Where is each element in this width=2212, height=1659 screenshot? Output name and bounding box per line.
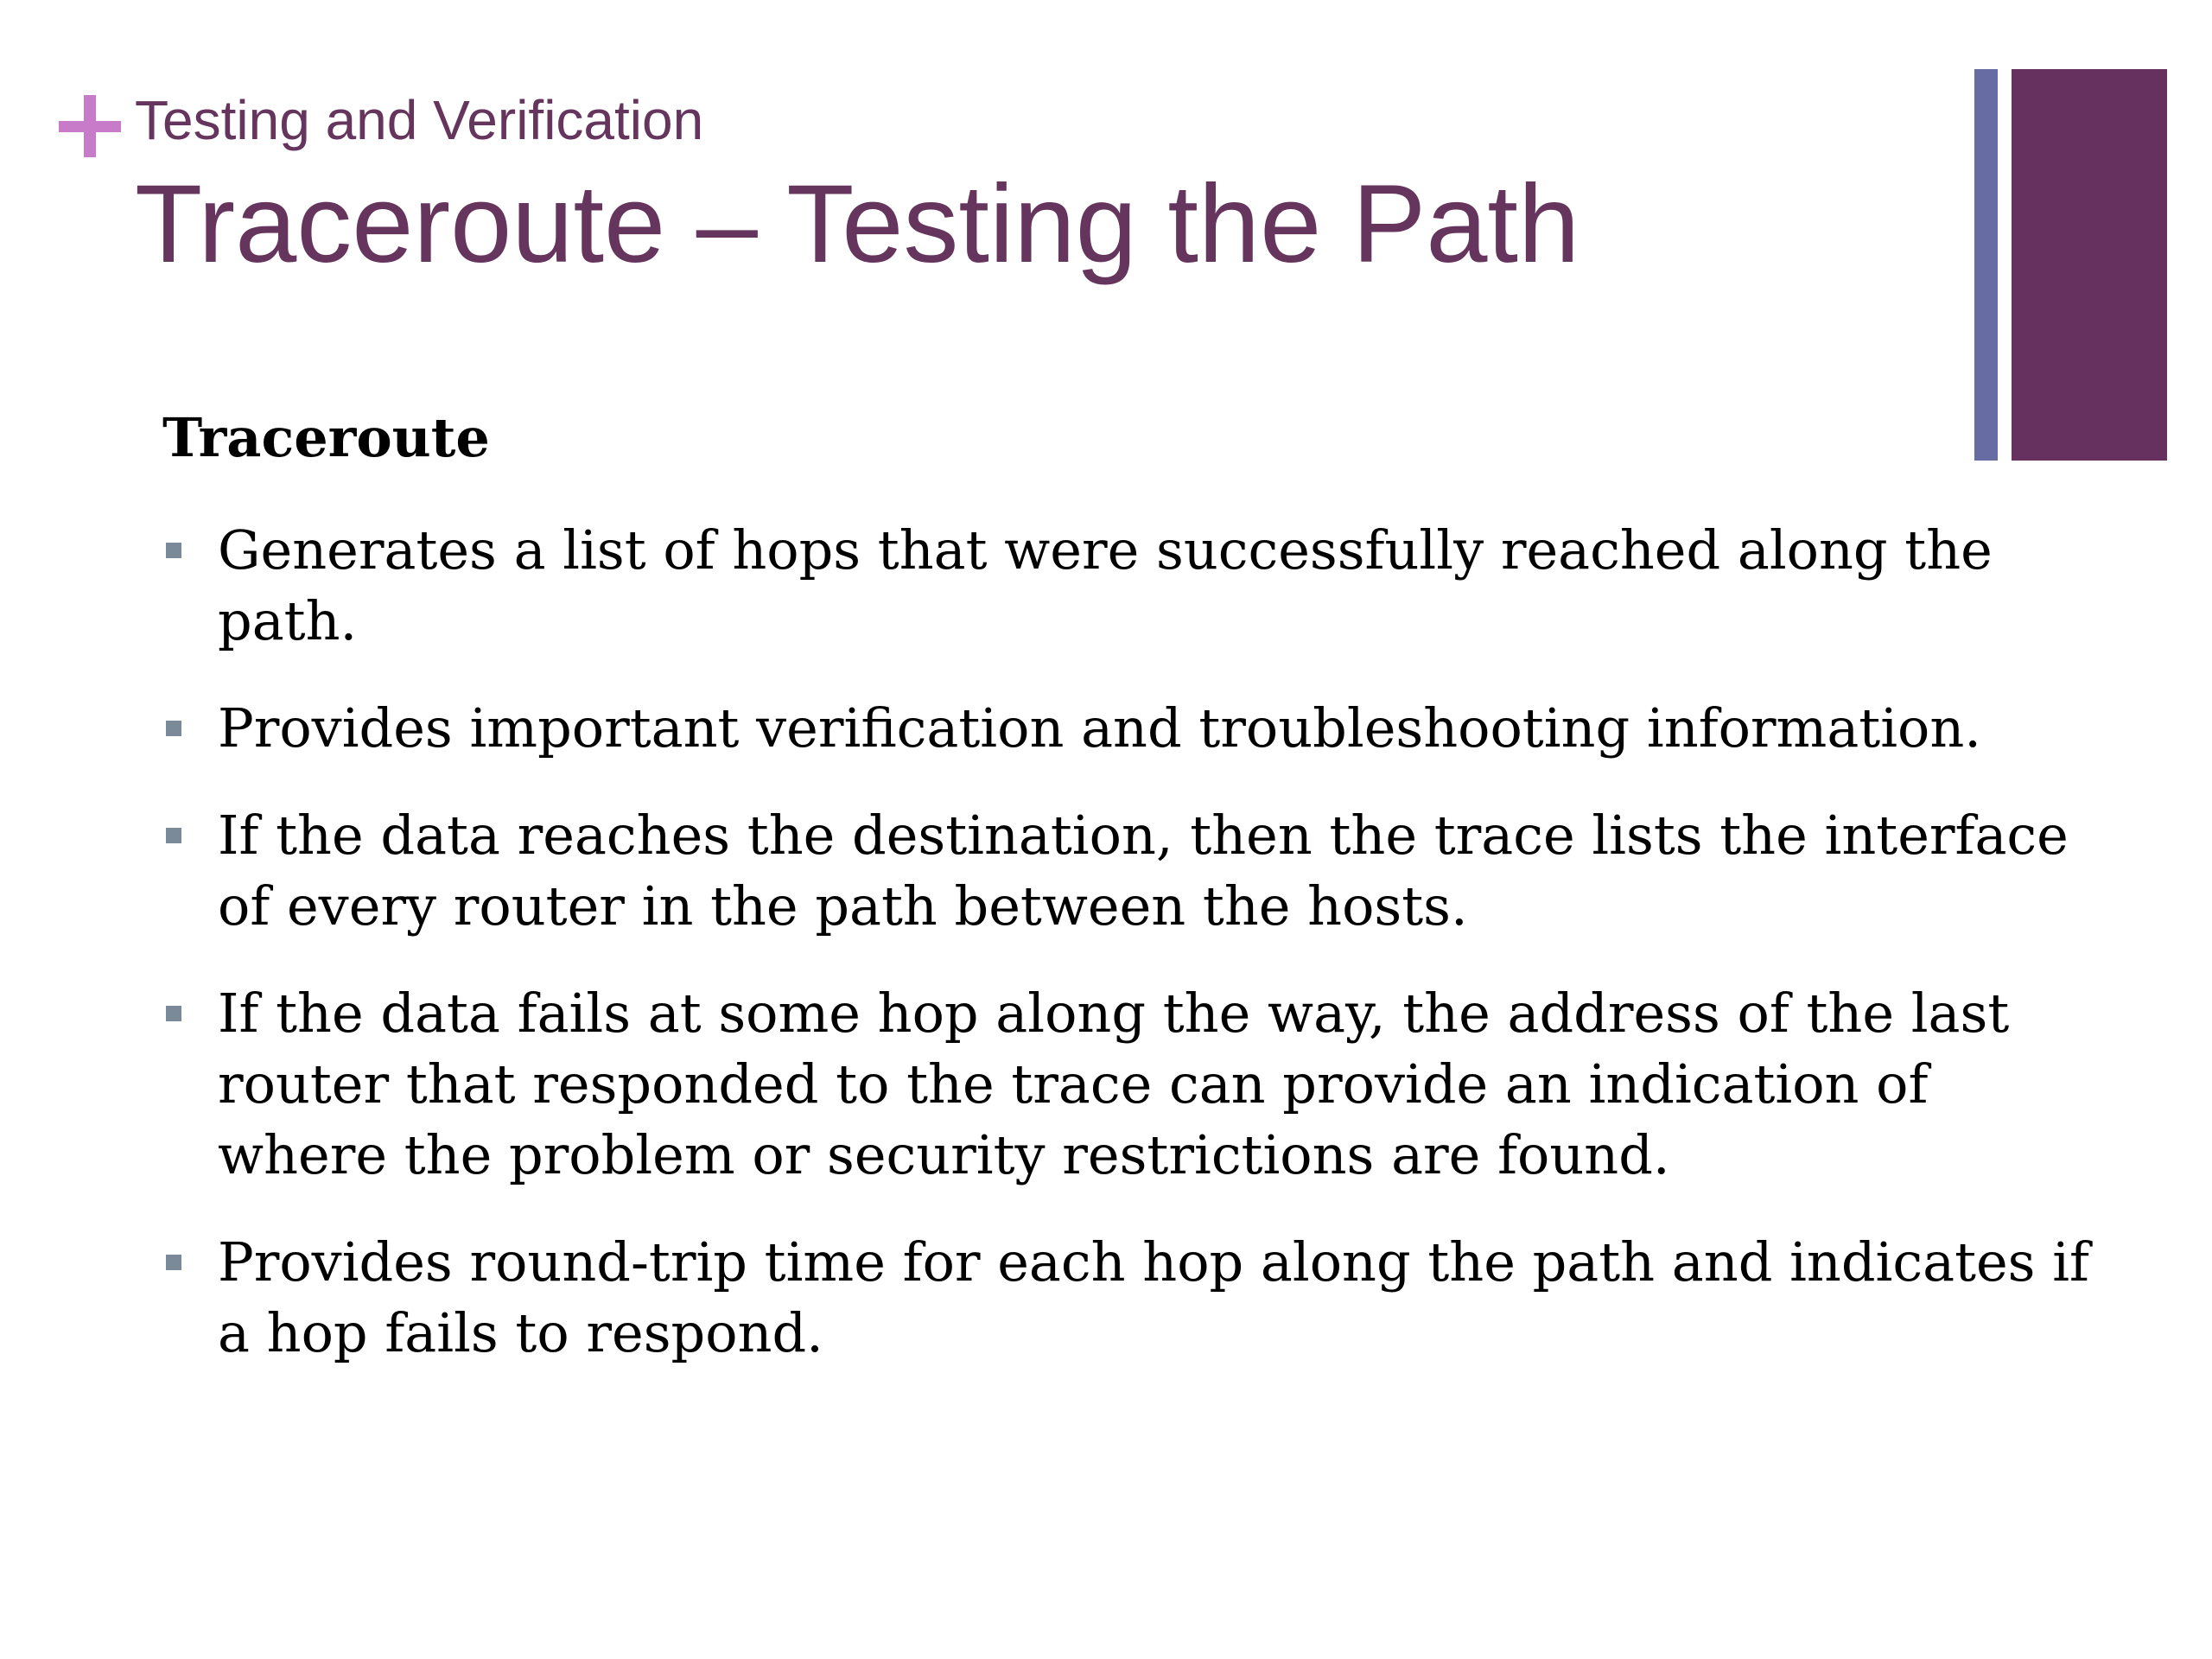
content-heading: Traceroute <box>162 406 490 469</box>
bullet-item <box>162 515 2098 657</box>
square-bullet-icon <box>166 721 181 736</box>
bullet-list <box>162 515 2098 1369</box>
bullet-text: If the data reaches the destination, then the trace lists the interface of every router in the path between the hosts. <box>218 804 2069 938</box>
slide-title: Traceroute – Testing the Path <box>135 162 1580 286</box>
plus-icon <box>59 95 121 157</box>
bullet-item <box>162 693 2098 764</box>
bullet-item <box>162 1227 2098 1369</box>
section-label: Testing and Verification <box>135 89 704 151</box>
square-bullet-icon <box>166 1255 181 1270</box>
square-bullet-icon <box>166 543 181 558</box>
bullet-item <box>162 800 2098 942</box>
accent-bar-thin <box>1974 69 1998 461</box>
bullet-item <box>162 978 2098 1191</box>
accent-bar-thick <box>2012 69 2167 461</box>
plus-icon-vertical-bar <box>84 95 96 157</box>
bullet-text: If the data fails at some hop along the way, the address of the last router that responded to the trace can provide an indication of where the problem or security restrictions are found. <box>218 982 2010 1187</box>
content-area <box>162 406 2098 1405</box>
bullet-text: Provides round-trip time for each hop along the path and indicates if a hop fails to respond. <box>218 1230 2089 1365</box>
square-bullet-icon <box>166 828 181 843</box>
bullet-text: Generates a list of hops that were successfully reached along the path. <box>218 518 1993 653</box>
bullet-text: Provides important verification and troubleshooting information. <box>218 696 1982 760</box>
square-bullet-icon <box>166 1006 181 1021</box>
